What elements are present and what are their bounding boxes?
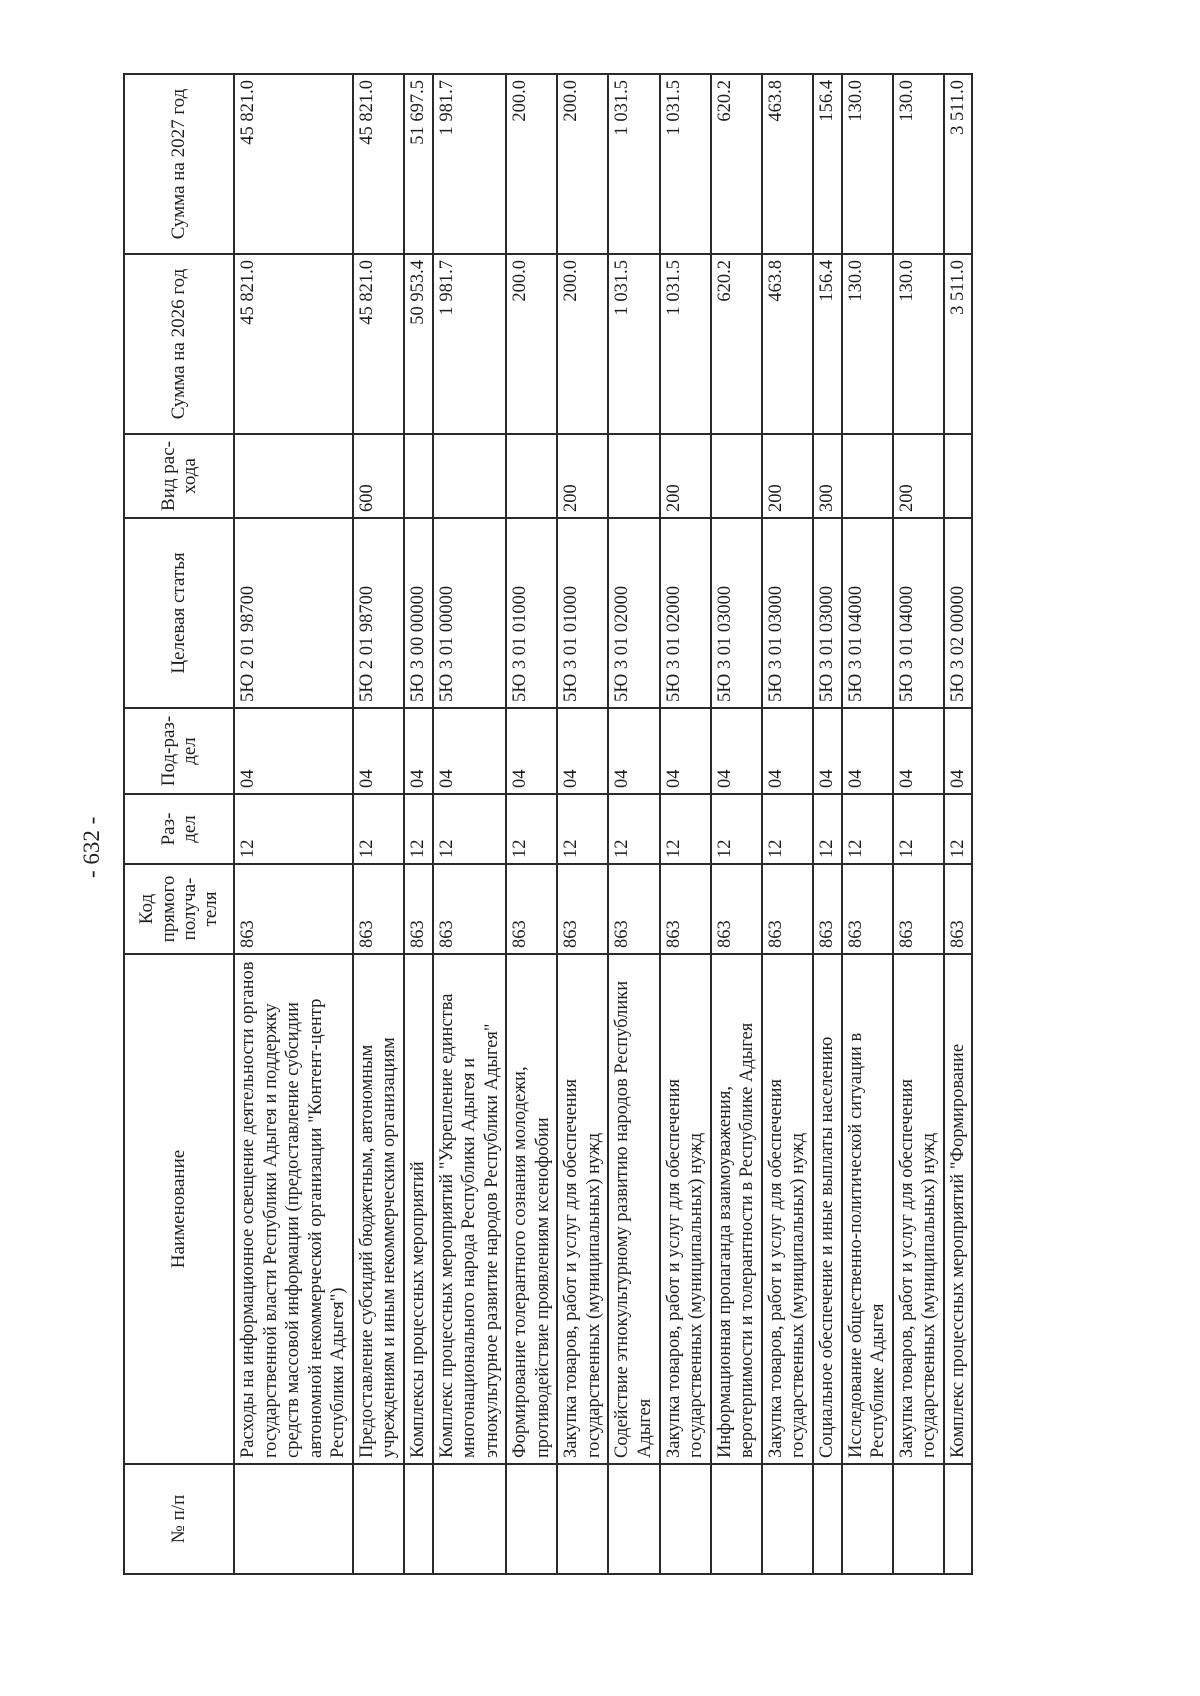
table-row — [893, 74, 944, 1574]
cell-expense: 200 — [660, 434, 711, 518]
cell-no — [893, 1464, 944, 1574]
cell-expense: 200 — [762, 434, 813, 518]
cell-target: 5Ю 3 01 03000 — [711, 518, 762, 708]
cell-expense — [433, 434, 507, 518]
header-subsection: Под-раз-дел — [124, 708, 234, 794]
table-row — [404, 74, 433, 1574]
header-expense: Вид рас-хода — [124, 434, 234, 518]
cell-no — [813, 1464, 842, 1574]
cell-section: 12 — [660, 794, 711, 864]
cell-sum-2026: 156.4 — [813, 254, 842, 434]
cell-name: Комплекс процессных мероприятий "Формирование — [944, 954, 973, 1464]
cell-subsection: 04 — [353, 708, 404, 794]
cell-sum-2026: 3 511.0 — [944, 254, 973, 434]
header-sum-2027: Сумма на 2027 год — [124, 74, 234, 254]
cell-name: Социальное обеспечение и иные выплаты населению — [813, 954, 842, 1464]
cell-expense — [842, 434, 893, 518]
cell-target: 5Ю 3 01 04000 — [893, 518, 944, 708]
cell-code: 863 — [893, 864, 944, 954]
cell-sum-2026: 620.2 — [711, 254, 762, 434]
cell-sum-2026: 130.0 — [842, 254, 893, 434]
cell-sum-2027: 200.0 — [506, 74, 557, 254]
table-row — [433, 74, 507, 1574]
cell-name: Комплексы процессных мероприятий — [404, 954, 433, 1464]
cell-code: 863 — [557, 864, 608, 954]
cell-no — [404, 1464, 433, 1574]
cell-name: Предоставление субсидий бюджетным, автономным учреждениям и иным некоммерческим организациям — [353, 954, 404, 1464]
budget-table — [123, 73, 973, 1575]
cell-expense — [608, 434, 659, 518]
cell-section: 12 — [404, 794, 433, 864]
header-target: Целевая статья — [124, 518, 234, 708]
cell-code: 863 — [660, 864, 711, 954]
cell-no — [557, 1464, 608, 1574]
cell-name: Формирование толерантного сознания молодежи, противодействие проявлениям ксенофобии — [506, 954, 557, 1464]
table-row — [557, 74, 608, 1574]
cell-sum-2027: 1 031.5 — [608, 74, 659, 254]
cell-section: 12 — [813, 794, 842, 864]
cell-target: 5Ю 3 01 02000 — [608, 518, 659, 708]
cell-sum-2027: 200.0 — [557, 74, 608, 254]
cell-no — [944, 1464, 973, 1574]
table-row — [944, 74, 973, 1574]
header-sum-2026: Сумма на 2026 год — [124, 254, 234, 434]
cell-sum-2026: 200.0 — [557, 254, 608, 434]
rotated-table-container — [123, 75, 1008, 1575]
cell-code: 863 — [353, 864, 404, 954]
cell-subsection: 04 — [433, 708, 507, 794]
cell-expense: 300 — [813, 434, 842, 518]
cell-name: Информационная пропаганда взаимоуважения, веротерпимости и толерантности в Республике Адыгея — [711, 954, 762, 1464]
cell-code: 863 — [404, 864, 433, 954]
cell-target: 5Ю 3 01 00000 — [433, 518, 507, 708]
cell-no — [762, 1464, 813, 1574]
cell-sum-2027: 45 821.0 — [353, 74, 404, 254]
cell-subsection: 04 — [711, 708, 762, 794]
cell-sum-2027: 130.0 — [893, 74, 944, 254]
cell-no — [660, 1464, 711, 1574]
table-row — [842, 74, 893, 1574]
header-no: № п/п — [124, 1464, 234, 1574]
table-row — [234, 74, 353, 1574]
cell-section: 12 — [353, 794, 404, 864]
cell-name: Закупка товаров, работ и услуг для обеспечения государственных (муниципальных) нужд — [557, 954, 608, 1464]
table-row — [608, 74, 659, 1574]
cell-subsection: 04 — [404, 708, 433, 794]
cell-sum-2026: 200.0 — [506, 254, 557, 434]
cell-target: 5Ю 3 01 03000 — [813, 518, 842, 708]
cell-code: 863 — [762, 864, 813, 954]
cell-name: Закупка товаров, работ и услуг для обеспечения государственных (муниципальных) нужд — [660, 954, 711, 1464]
cell-subsection: 04 — [506, 708, 557, 794]
cell-code: 863 — [842, 864, 893, 954]
cell-sum-2027: 51 697.5 — [404, 74, 433, 254]
cell-no — [608, 1464, 659, 1574]
cell-subsection: 04 — [762, 708, 813, 794]
cell-name: Комплекс процессных мероприятий "Укрепление единства многонационального народа Республики Адыгея и этнокультурное развитие народов Республики Адыгея" — [433, 954, 507, 1464]
cell-section: 12 — [893, 794, 944, 864]
cell-no — [234, 1464, 353, 1574]
cell-subsection: 04 — [660, 708, 711, 794]
cell-sum-2026: 463.8 — [762, 254, 813, 434]
cell-name: Расходы на информационное освещение деятельности органов государственной власти Республики Адыгея и поддержку средств массовой информации (предоставление субсидии автономной некоммерческой организации "Контент-центр Республики Адыгея") — [234, 954, 353, 1464]
header-code: Код прямого получа-теля — [124, 864, 234, 954]
cell-sum-2026: 50 953.4 — [404, 254, 433, 434]
table-row — [762, 74, 813, 1574]
cell-expense — [506, 434, 557, 518]
cell-expense — [234, 434, 353, 518]
cell-sum-2027: 130.0 — [842, 74, 893, 254]
header-name: Наименование — [124, 954, 234, 1464]
cell-section: 12 — [557, 794, 608, 864]
cell-subsection: 04 — [944, 708, 973, 794]
page-number: - 632 - — [79, 816, 104, 878]
cell-section: 12 — [944, 794, 973, 864]
cell-sum-2026: 45 821.0 — [234, 254, 353, 434]
cell-section: 12 — [711, 794, 762, 864]
cell-no — [506, 1464, 557, 1574]
cell-section: 12 — [842, 794, 893, 864]
cell-name: Закупка товаров, работ и услуг для обеспечения государственных (муниципальных) нужд — [762, 954, 813, 1464]
cell-expense: 600 — [353, 434, 404, 518]
cell-sum-2026: 1 031.5 — [608, 254, 659, 434]
cell-target: 5Ю 3 01 03000 — [762, 518, 813, 708]
cell-code: 863 — [711, 864, 762, 954]
cell-section: 12 — [762, 794, 813, 864]
cell-expense: 200 — [557, 434, 608, 518]
cell-target: 5Ю 3 01 01000 — [506, 518, 557, 708]
cell-subsection: 04 — [813, 708, 842, 794]
cell-target: 5Ю 3 01 04000 — [842, 518, 893, 708]
cell-sum-2027: 45 821.0 — [234, 74, 353, 254]
cell-expense: 200 — [893, 434, 944, 518]
cell-sum-2026: 1 981.7 — [433, 254, 507, 434]
cell-sum-2027: 1 031.5 — [660, 74, 711, 254]
table-row — [353, 74, 404, 1574]
cell-expense — [944, 434, 973, 518]
cell-subsection: 04 — [893, 708, 944, 794]
table-row — [506, 74, 557, 1574]
cell-sum-2027: 463.8 — [762, 74, 813, 254]
cell-no — [842, 1464, 893, 1574]
cell-code: 863 — [234, 864, 353, 954]
cell-target: 5Ю 3 00 00000 — [404, 518, 433, 708]
cell-target: 5Ю 3 02 00000 — [944, 518, 973, 708]
cell-sum-2026: 45 821.0 — [353, 254, 404, 434]
cell-section: 12 — [433, 794, 507, 864]
cell-target: 5Ю 2 01 98700 — [353, 518, 404, 708]
cell-no — [353, 1464, 404, 1574]
cell-no — [711, 1464, 762, 1574]
cell-no — [433, 1464, 507, 1574]
cell-code: 863 — [506, 864, 557, 954]
cell-code: 863 — [813, 864, 842, 954]
cell-section: 12 — [234, 794, 353, 864]
cell-expense — [404, 434, 433, 518]
table-row — [813, 74, 842, 1574]
cell-target: 5Ю 3 01 01000 — [557, 518, 608, 708]
table-row — [711, 74, 762, 1574]
cell-subsection: 04 — [842, 708, 893, 794]
cell-sum-2026: 130.0 — [893, 254, 944, 434]
cell-sum-2027: 3 511.0 — [944, 74, 973, 254]
cell-code: 863 — [433, 864, 507, 954]
cell-target: 5Ю 3 01 02000 — [660, 518, 711, 708]
cell-code: 863 — [608, 864, 659, 954]
cell-target: 5Ю 2 01 98700 — [234, 518, 353, 708]
cell-name: Содействие этнокультурному развитию народов Республики Адыгея — [608, 954, 659, 1464]
table-row — [660, 74, 711, 1574]
cell-name: Исследование общественно-политической ситуации в Республике Адыгея — [842, 954, 893, 1464]
cell-subsection: 04 — [234, 708, 353, 794]
cell-sum-2026: 1 031.5 — [660, 254, 711, 434]
cell-name: Закупка товаров, работ и услуг для обеспечения государственных (муниципальных) нужд — [893, 954, 944, 1464]
cell-section: 12 — [608, 794, 659, 864]
cell-sum-2027: 1 981.7 — [433, 74, 507, 254]
cell-subsection: 04 — [557, 708, 608, 794]
table-header-row — [124, 74, 234, 1574]
cell-sum-2027: 620.2 — [711, 74, 762, 254]
cell-code: 863 — [944, 864, 973, 954]
header-section: Раз-дел — [124, 794, 234, 864]
cell-sum-2027: 156.4 — [813, 74, 842, 254]
cell-section: 12 — [506, 794, 557, 864]
cell-subsection: 04 — [608, 708, 659, 794]
cell-expense — [711, 434, 762, 518]
